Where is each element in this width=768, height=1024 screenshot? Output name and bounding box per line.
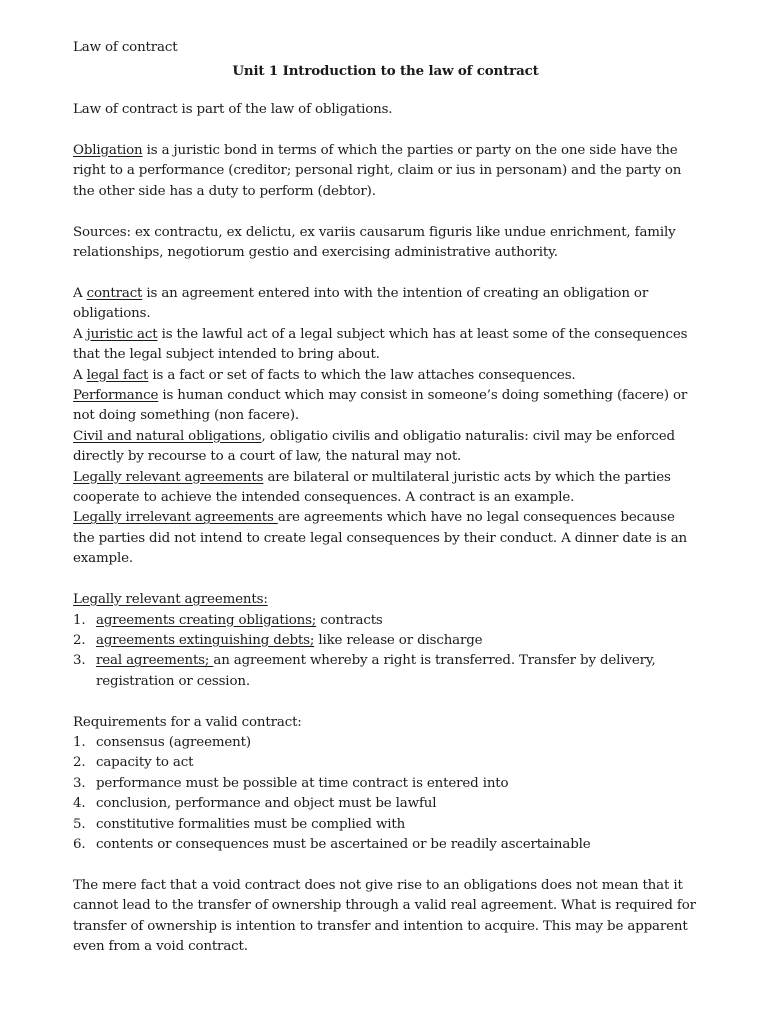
definition-legally-relevant: Legally relevant agreements are bilateral or multilateral juristic acts by which the parties cooperate to achieve the intended consequences. A contract is an example. <box>73 469 671 505</box>
relevant-list <box>73 611 698 693</box>
intro-paragraph: Law of contract is part of the law of obligations. <box>73 102 393 117</box>
list-item: 4. conclusion, performance and object must be lawful <box>73 796 437 812</box>
definition-performance: Performance is human conduct which may consist in someone’s doing something (facere) or not doing something (non facere). <box>73 387 688 424</box>
requirements-heading: Requirements for a valid contract: <box>73 714 302 730</box>
page-header: Law of contract <box>73 40 178 55</box>
relevant-heading: Legally relevant agreements: <box>73 592 268 608</box>
sources-paragraph: Sources: ex contractu, ex delictu, ex variis causarum figuris like undue enrichment, family relationships, negotiorum gestio and exercising administrative authority. <box>73 224 676 261</box>
list-item: 6. contents or consequences must be ascertained or be readily ascertainable <box>73 837 591 853</box>
document-page <box>73 38 698 958</box>
term-juristic-act: juristic act <box>86 326 158 342</box>
list-item: 3. performance must be possible at time contract is entered into <box>73 775 509 791</box>
list-item: 2. capacity to act <box>73 755 194 771</box>
document-title: Unit 1 Introduction to the law of contract <box>232 63 539 79</box>
definition-contract: A contract is an agreement entered into with the intention of creating an obligation or obligations. <box>73 285 649 322</box>
definition-civil-natural: Civil and natural obligations, obligatio civilis and obligatio naturalis: civil may be enforced directly by recourse to a court of law, the natural may not. <box>73 428 675 465</box>
list-item: 1. agreements creating obligations; contracts <box>73 612 383 628</box>
list-item: 3. real agreements; an agreement whereby a right is transferred. Transfer by delivery, registration or cession. <box>73 653 656 689</box>
obligation-text: is a juristic bond in terms of which the parties or party on the one side have the right to a performance (creditor; personal right, claim or ius in personam) and the party on the other side has a duty to perform (debtor). <box>73 142 682 199</box>
list-item: 1. consensus (agreement) <box>73 735 251 751</box>
term-performance: Performance <box>73 387 159 403</box>
term-legally-irrelevant: Legally irrelevant agreements <box>73 510 278 526</box>
obligation-paragraph <box>73 141 698 202</box>
definition-legally-irrelevant: Legally irrelevant agreements are agreements which have no legal consequences because the parties did not intend to create legal consequences by their conduct. A dinner date is an example. <box>73 510 688 567</box>
obligation-term: Obligation <box>73 142 143 158</box>
term-legally-relevant: Legally relevant agreements <box>73 469 264 485</box>
list-item: 5. constitutive formalities must be complied with <box>73 816 406 832</box>
term-contract: contract <box>86 285 143 301</box>
definition-legal-fact: A legal fact is a fact or set of facts to which the law attaches consequences. <box>73 367 576 383</box>
list-item: 2. agreements extinguishing debts; like release or discharge <box>73 632 483 648</box>
definition-juristic-act: A juristic act is the lawful act of a legal subject which has at least some of the consequences that the legal subject intended to bring about. <box>73 326 688 363</box>
term-legal-fact: legal fact <box>86 367 149 383</box>
requirements-list <box>73 733 698 855</box>
term-civil-natural: Civil and natural obligations <box>73 428 262 444</box>
closing-paragraph: The mere fact that a void contract does not give rise to an obligations does not mean that it cannot lead to the transfer of ownership through a valid real agreement. What is required for transfer of ownership is intention to transfer and intention to acquire. This may be apparent even from a void contract. <box>73 878 696 955</box>
